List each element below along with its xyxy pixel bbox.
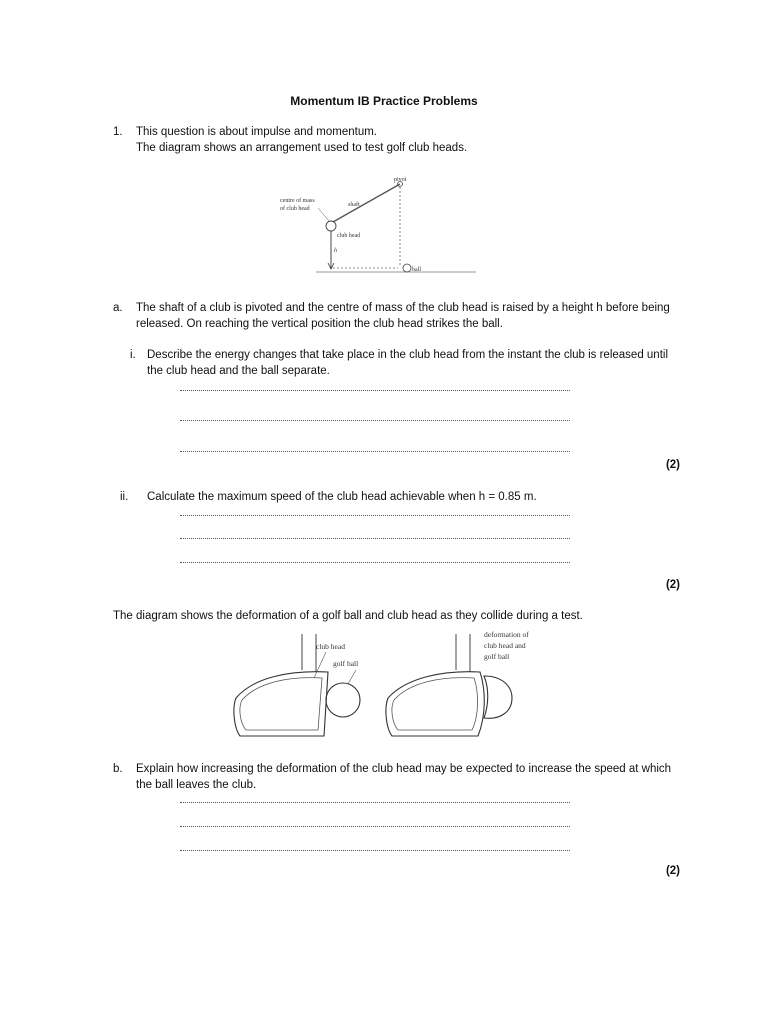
deformation-label-1: deformation of	[484, 630, 529, 639]
club-shaft	[333, 184, 400, 222]
answer-line[interactable]	[180, 390, 570, 391]
right-golf-ball-deformed	[484, 676, 512, 718]
answer-line[interactable]	[180, 562, 570, 563]
part-b-label: b.	[113, 763, 123, 775]
answer-line[interactable]	[180, 515, 570, 516]
part-a-text-2: released. On reaching the vertical position the club head strikes the ball.	[136, 318, 503, 330]
marks-label: (2)	[665, 459, 680, 471]
right-club-head-outer	[386, 672, 484, 736]
club-head-label: club head	[316, 642, 345, 651]
part-a-ii-text: Calculate the maximum speed of the club head achievable when h = 0.85 m.	[147, 491, 537, 503]
ball-circle	[403, 264, 411, 272]
part-b-text-2: the ball leaves the club.	[136, 779, 257, 791]
question-intro: This question is about impulse and momentum.	[136, 126, 377, 138]
centre-mass-label-2: of club head	[280, 206, 310, 212]
deformation-label-2: club head and	[484, 641, 526, 650]
part-a-i-label: i.	[130, 349, 136, 361]
height-label: h	[334, 248, 337, 254]
golf-ball-label: golf ball	[333, 659, 359, 668]
part-a-ii-label: ii.	[120, 491, 129, 503]
answer-line[interactable]	[180, 451, 570, 452]
part-a-label: a.	[113, 302, 123, 314]
deformation-intro: The diagram shows the deformation of a golf ball and club head as they collide during a test.	[113, 610, 583, 622]
left-golf-ball	[326, 683, 360, 717]
left-club-head-outer	[234, 672, 328, 736]
page-title: Momentum IB Practice Problems	[290, 94, 478, 108]
deformation-diagram	[228, 628, 548, 748]
question-number: 1.	[113, 126, 123, 138]
marks-label: (2)	[665, 579, 680, 591]
club-head-label: club head	[337, 233, 361, 239]
club-head-circle	[326, 221, 336, 231]
answer-line[interactable]	[180, 420, 570, 421]
marks-label: (2)	[665, 865, 680, 877]
pivot-label: pivot	[394, 177, 407, 183]
deformation-label-3: golf ball	[484, 652, 510, 661]
part-a-i-text-1: Describe the energy changes that take place in the club head from the instant the club is released until	[147, 349, 669, 361]
centre-mass-label-1: centre of mass	[280, 198, 315, 204]
golf-ball-leader	[348, 670, 356, 684]
answer-line[interactable]	[180, 850, 570, 851]
answer-line[interactable]	[180, 538, 570, 539]
pendulum-diagram	[270, 170, 510, 280]
ball-label: ball	[412, 267, 421, 273]
answer-line[interactable]	[180, 802, 570, 803]
answer-line[interactable]	[180, 826, 570, 827]
part-b-text-1: Explain how increasing the deformation of the club head may be expected to increase the speed at which	[136, 763, 672, 775]
part-a-text-1: The shaft of a club is pivoted and the centre of mass of the club head is raised by a height h before being	[136, 302, 670, 314]
centre-mass-leader	[318, 208, 329, 221]
part-a-i-text-2: the club head and the ball separate.	[147, 365, 330, 377]
shaft-label: shaft	[348, 202, 360, 208]
question-intro-2: The diagram shows an arrangement used to test golf club heads.	[136, 142, 468, 154]
